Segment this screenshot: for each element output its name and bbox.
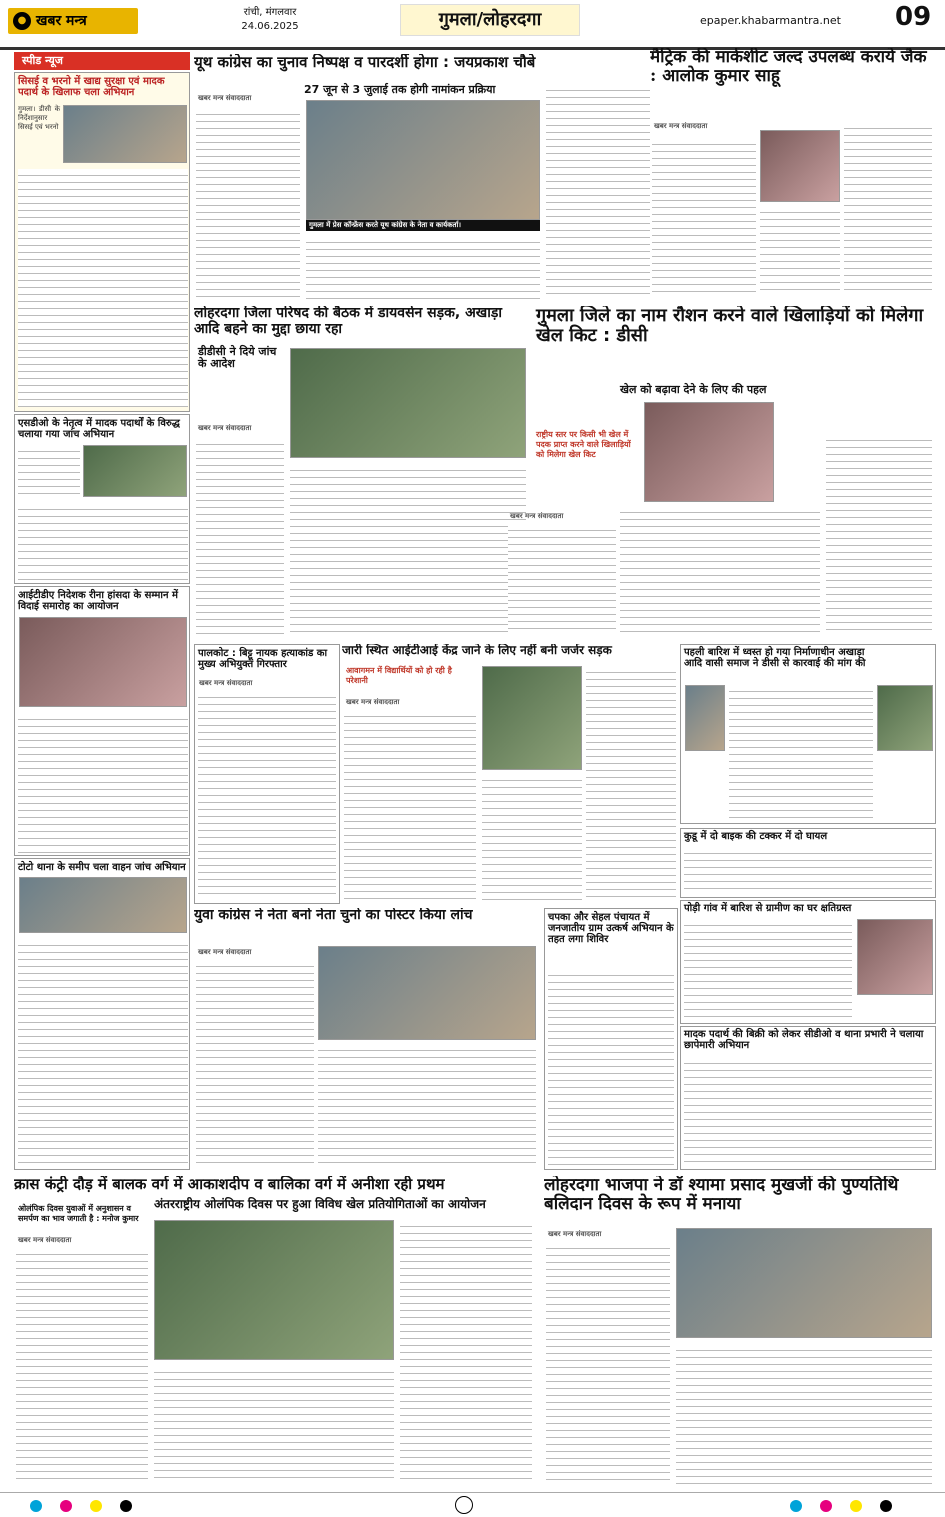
news-photo [685, 685, 725, 751]
brand-icon: ● [13, 12, 31, 30]
subheadline: डीडीसी ने दिये जांच के आदेश [198, 345, 277, 371]
registration-mark-icon [120, 1500, 132, 1512]
registration-mark-icon [60, 1500, 72, 1512]
body-text [196, 108, 300, 300]
lead-quote: राष्ट्रीय स्तर पर किसी भी खेल में पदक प्राप्त करने वाले खिलाड़ियों को मिलेगा खेल किट [536, 430, 631, 459]
byline: खबर मन्त्र संवाददाता [510, 512, 564, 520]
registration-mark-icon [820, 1500, 832, 1512]
subheadline: 27 जून से 3 जुलाई तक होगी नामांकन प्रक्रिया [304, 83, 496, 96]
body-text [652, 138, 756, 294]
registration-mark-icon [880, 1500, 892, 1512]
headline: कुडू में दो बाइक की टक्कर में दो घायल [684, 831, 828, 842]
news-photo [19, 877, 187, 933]
headline: एसडीओ के नेतृत्व में मादक पदार्थों के विरुद्ध चलाया गया जांच अभियान [18, 418, 180, 441]
news-photo [857, 919, 933, 995]
story-akhara-collapse[interactable] [680, 644, 936, 824]
byline: खबर मन्त्र संवाददाता [346, 698, 400, 706]
body-text [318, 1044, 536, 1166]
news-photo [482, 666, 582, 770]
body-text [844, 122, 932, 294]
body-text [18, 939, 188, 1167]
headline: मैट्रिक की मार्कशीट जल्द उपलब्ध कराये जैक : आलोक कुमार साहू [650, 48, 927, 87]
body-text [18, 713, 188, 853]
body-text [508, 524, 616, 634]
subheadline: अंतरराष्ट्रीय ओलंपिक दिवस पर हुआ विविध खेल प्रतियोगिताओं का आयोजन [154, 1197, 486, 1211]
registration-mark-icon [850, 1500, 862, 1512]
headline: लोहरदगा भाजपा ने डॉ श्यामा प्रसाद मुखर्जी की पुण्यतिथि बलिदान दिवस के रूप में मनाया [544, 1176, 899, 1215]
body-text [546, 1242, 670, 1484]
body-text [290, 464, 526, 634]
story-cross-country[interactable] [14, 1176, 534, 1488]
story-bjp-tribute[interactable] [544, 1176, 936, 1488]
story-matric-marksheet[interactable] [650, 48, 935, 298]
body-text [684, 847, 932, 895]
headline: पहली बारिश में ध्वस्त हो गया निर्माणाधीन अखाड़ा [684, 647, 865, 658]
sidebar-story-1[interactable] [14, 72, 190, 412]
story-iti-road[interactable] [342, 644, 678, 904]
dateline [220, 6, 320, 34]
news-photo [63, 105, 187, 163]
headline: युवा कांग्रेस ने नेता बनो नेता चुनो का पोस्टर किया लांच [194, 908, 473, 923]
headline: यूथ कांग्रेस का चुनाव निष्पक्ष व पारदर्शी होगा : जयप्रकाश चौबे [194, 54, 536, 71]
sidebar-story-3[interactable] [14, 586, 190, 856]
headline: गुमला जिले का नाम रौशन करने वाले खिलाड़ियों को मिलेगा खेल किट : डीसी [536, 306, 924, 347]
headline: पालकोट : बिट्टू नायक हत्याकांड का मुख्य अभियुक्त गिरफ्तार [198, 648, 328, 671]
masthead [0, 0, 945, 50]
lead-quote: आवागमन में विद्यार्थियों को हो रही है परेशानी [346, 666, 452, 685]
headline: टोटो थाना के समीप चला वाहन जांच अभियान [18, 862, 186, 873]
headline: मादक पदार्थ की बिक्री को लेकर सीडीओ व थाना प्रभारी ने चलाया छापेमारी अभियान [684, 1029, 924, 1052]
lead-text: गुमला। डीसी के निर्देशानुसार सिसई एवं भरनो [18, 105, 60, 131]
body-text [344, 710, 476, 900]
body-text [196, 960, 314, 1166]
body-text [306, 236, 540, 300]
story-palkot-arrest[interactable] [194, 644, 340, 904]
story-youth-congress[interactable] [194, 54, 654, 304]
brand-name: खबर मन्त्र [36, 13, 87, 29]
body-text [760, 206, 840, 294]
portrait-photo [760, 130, 840, 202]
city-day: रांची, मंगलवार [243, 7, 297, 18]
lead-text [18, 445, 80, 497]
story-camp[interactable] [544, 908, 678, 1170]
byline: खबर मन्त्र संवाददाता [18, 1236, 72, 1244]
body-text [546, 84, 650, 300]
byline: खबर मन्त्र संवाददाता [198, 94, 252, 102]
body-text [482, 774, 582, 900]
news-photo [19, 617, 187, 707]
body-text [729, 685, 873, 821]
story-drug-raid[interactable] [680, 1026, 936, 1170]
portrait-photo [644, 402, 774, 502]
crosshair-icon [455, 1496, 473, 1514]
body-text [18, 169, 188, 407]
body-text [620, 506, 820, 634]
story-poster-launch[interactable] [194, 908, 540, 1170]
byline: खबर मन्त्र संवाददाता [198, 424, 252, 432]
brand-logo[interactable] [8, 8, 138, 34]
byline: खबर मन्त्र संवाददाता [548, 1230, 602, 1238]
byline: खबर मन्त्र संवाददाता [199, 679, 253, 687]
story-house-damaged[interactable] [680, 900, 936, 1024]
issue-date: 24.06.2025 [241, 21, 299, 32]
sidebar-story-2[interactable] [14, 414, 190, 584]
subheadline: आदि वासी समाज ने डीसी से कारवाई की मांग की [684, 658, 866, 670]
body-text [676, 1344, 932, 1484]
body-text [684, 919, 852, 1021]
section-title: गुमला/लोहरदगा [400, 4, 580, 36]
news-photo [318, 946, 536, 1040]
news-photo [290, 348, 526, 458]
headline: सिसई व भरनो में खाद्य सुरक्षा एवं मादक पदार्थ के खिलाफ चला अभियान [18, 76, 165, 99]
headline: जारी स्थित आईटीआई केंद्र जाने के लिए नहीं बनी जर्जर सड़क [342, 644, 612, 657]
body-text [198, 691, 336, 899]
sidebar-story-4[interactable] [14, 858, 190, 1170]
photo-caption: गुमला में प्रेस कॉन्फ्रेंस करते यूथ कांग्रेस के नेता व कार्यकर्ता। [306, 220, 540, 231]
body-text [154, 1366, 394, 1484]
epaper-url[interactable]: epaper.khabarmantra.net [700, 14, 841, 27]
headline: लोहरदगा जिला परिषद की बैठक में डायवर्सन सड़क, अखाड़ा आदि बहने का मुद्दा छाया रहा [194, 306, 502, 337]
byline: खबर मन्त्र संवाददाता [654, 122, 708, 130]
registration-mark-icon [790, 1500, 802, 1512]
registration-mark-icon [30, 1500, 42, 1512]
registration-mark-icon [90, 1500, 102, 1512]
news-photo [676, 1228, 932, 1338]
story-zila-parishad[interactable] [194, 306, 530, 638]
news-photo [154, 1220, 394, 1360]
body-text [684, 1057, 932, 1167]
body-text [548, 969, 674, 1165]
news-photo [83, 445, 187, 497]
body-text [826, 434, 932, 634]
lead-quote: ओलंपिक दिवस युवाओं में अनुशासन व समर्पण का भाव जगाती है : मनोज कुमार [18, 1204, 139, 1223]
headline: क्रास कंट्री दौड़ में बालक वर्ग में आकाशदीप व बालिका वर्ग में अनीशा रही प्रथम [14, 1176, 445, 1193]
body-text [400, 1220, 532, 1484]
subheadline: खेल को बढ़ावा देने के लिए की पहल [620, 383, 767, 396]
body-text [586, 666, 676, 900]
byline: खबर मन्त्र संवाददाता [198, 948, 252, 956]
body-text [196, 438, 284, 634]
speed-news-tag: स्पीड न्यूज [14, 52, 190, 70]
story-sports-kit[interactable] [506, 306, 936, 638]
body-text [18, 503, 188, 581]
news-photo [877, 685, 933, 751]
headline: चपका और सेहल पंचायत में जनजातीय ग्राम उत्कर्ष अभियान के तहत लगा शिविर [548, 912, 674, 946]
body-text [16, 1248, 148, 1484]
headline: आईटीडीए निदेशक रीना हांसदा के सम्मान में विदाई समारोह का आयोजन [18, 590, 178, 613]
story-bike-accident[interactable] [680, 828, 936, 898]
page-number: 09 [895, 2, 932, 32]
news-photo [306, 100, 540, 220]
headline: पोड़ी गांव में बारिश से ग्रामीण का घर क्षतिग्रस्त [684, 903, 852, 914]
